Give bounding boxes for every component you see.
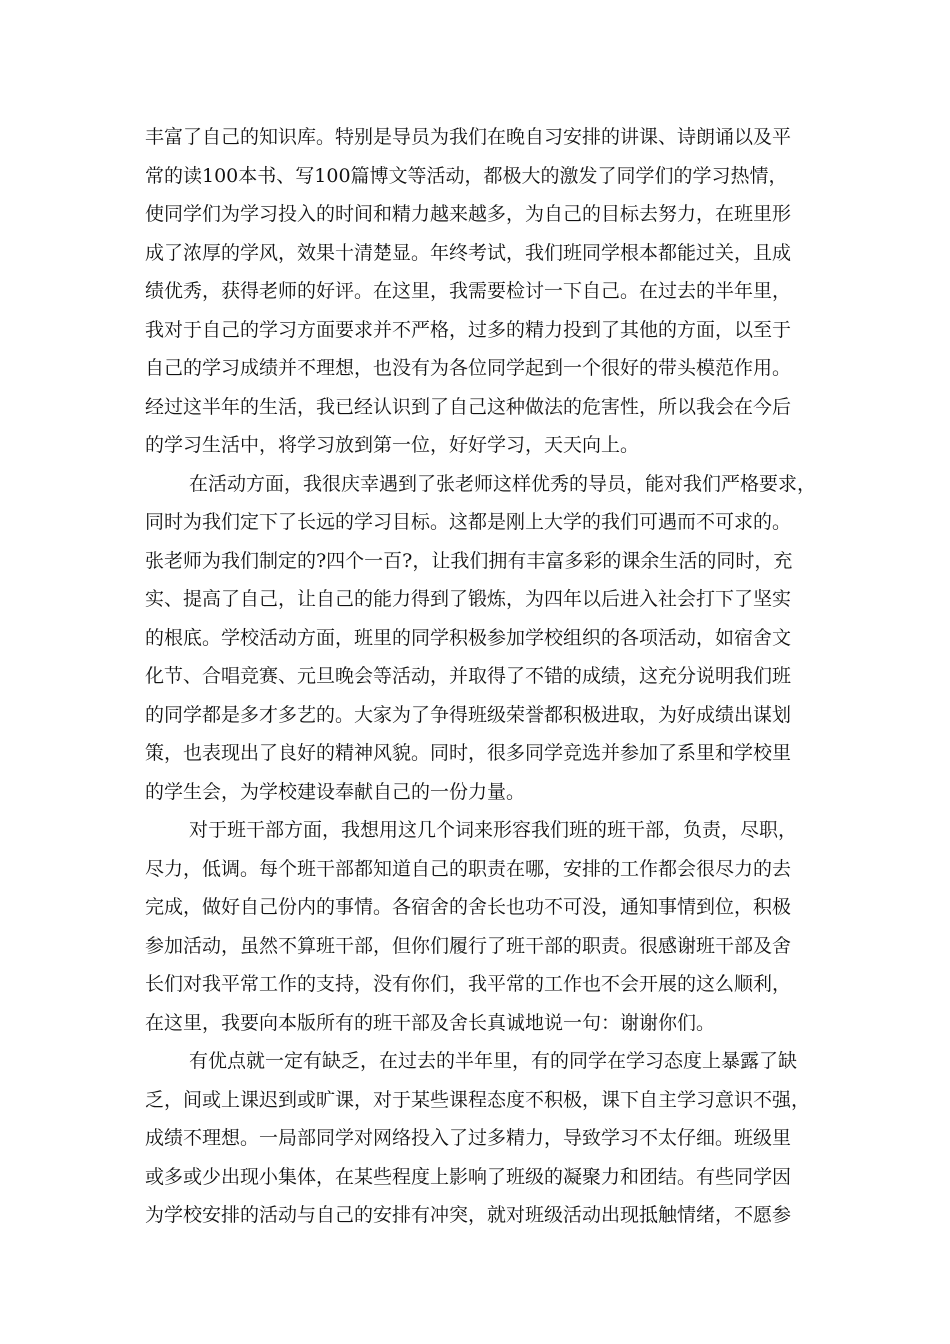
text-line: 绩优秀，获得老师的好评。在这里，我需要检讨一下自己。在过去的半年里， <box>145 280 792 302</box>
text-line: 的同学都是多才多艺的。大家为了争得班级荣誉都积极进取，为好成绩出谋划 <box>145 703 792 726</box>
text-line: 在这里，我要向本版所有的班干部及舍长真诚地说一句：谢谢你们。 <box>145 1011 716 1034</box>
text-line: 的根底。学校活动方面，班里的同学积极参加学校组织的各项活动，如宿舍文 <box>145 626 792 649</box>
text-line: 为学校安排的活动与自己的安排有冲突，就对班级活动出现抵触情绪，不愿参 <box>145 1204 792 1226</box>
paragraph-first-line: 对于班干部方面，我想用这几个词来形容我们班的班干部，负责，尽职， <box>189 819 798 841</box>
paragraph-first-line: 在活动方面，我很庆幸遇到了张老师这样优秀的导员，能对我们严格要求， <box>189 472 817 495</box>
paragraph-first-line: 有优点就一定有缺乏，在过去的半年里，有的同学在学习态度上暴露了缺 <box>189 1050 798 1072</box>
text-line: 同时为我们定下了长远的学习目标。这都是刚上大学的我们可遇而不可求的。 <box>145 511 792 533</box>
text-line: 成绩不理想。一局部同学对网络投入了过多精力，导致学习不太仔细。班级里 <box>145 1127 792 1149</box>
text-line: 乏，间或上课迟到或旷课，对于某些课程态度不积极，课下自主学习意识不强， <box>145 1088 811 1111</box>
text-line: 丰富了自己的知识库。特别是导员为我们在晚自习安排的讲课、诗朗诵以及平 <box>145 126 792 148</box>
text-line: 化节、合唱竞赛、元旦晚会等活动，并取得了不错的成绩，这充分说明我们班 <box>145 665 792 687</box>
text-line: 实、提高了自己，让自己的能力得到了锻炼，为四年以后进入社会打下了坚实 <box>145 588 792 610</box>
text-line: 完成，做好自己份内的事情。各宿舍的舍长也功不可没，通知事情到位，积极 <box>145 896 792 918</box>
text-line: 自己的学习成绩并不理想，也没有为各位同学起到一个很好的带头模范作用。 <box>145 357 792 379</box>
text-line: 使同学们为学习投入的时间和精力越来越多，为自己的目标去努力，在班里形 <box>145 203 792 225</box>
text-line: 或多或少出现小集体，在某些程度上影响了班级的凝聚力和团结。有些同学因 <box>145 1165 792 1188</box>
text-line: 的学习生活中，将学习放到第一位，好好学习，天天向上。 <box>145 434 640 456</box>
text-line: 策，也表现出了良好的精神风貌。同时，很多同学竞选并参加了系里和学校里 <box>145 742 792 764</box>
text-line: 成了浓厚的学风，效果十清楚显。年终考试，我们班同学根本都能过关，且成 <box>145 241 792 264</box>
text-line: 尽力，低调。每个班干部都知道自己的职责在哪，安排的工作都会很尽力的去 <box>145 857 792 880</box>
document-body <box>145 118 835 1235</box>
text-line: 经过这半年的生活，我已经认识到了自己这种做法的危害性，所以我会在今后 <box>145 395 792 418</box>
text-line: 张老师为我们制定的?四个一百?，让我们拥有丰富多彩的课余生活的同时，充 <box>145 549 793 572</box>
text-line: 参加活动，虽然不算班干部，但你们履行了班干部的职责。很感谢班干部及舍 <box>145 934 792 957</box>
text-line: 的学生会，为学校建设奉献自己的一份力量。 <box>145 780 526 803</box>
text-line: 常的读100本书、写100篇博文等活动，都极大的激发了同学们的学习热情， <box>145 164 788 187</box>
text-line: 长们对我平常工作的支持，没有你们，我平常的工作也不会开展的这么顺利， <box>145 973 792 995</box>
text-line: 我对于自己的学习方面要求并不严格，过多的精力投到了其他的方面，以至于 <box>145 318 792 341</box>
